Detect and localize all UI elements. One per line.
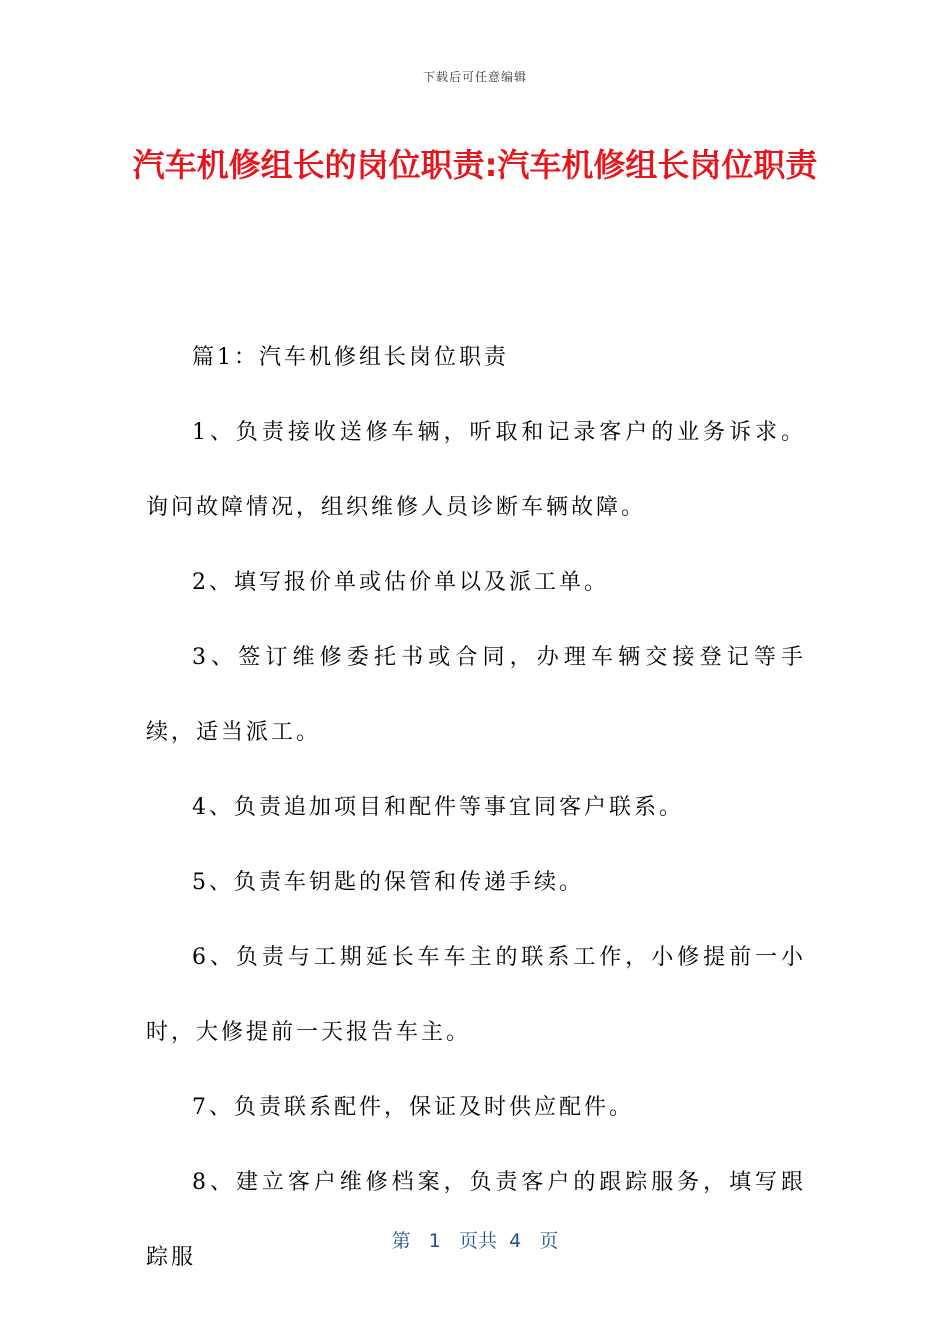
paragraph-item-5: 5、负责车钥匙的保管和传递手续。 <box>192 870 584 895</box>
document-title: 汽车机修组长的岗位职责:汽车机修组长岗位职责 <box>132 146 818 184</box>
paragraph-item-2: 2、填写报价单或估价单以及派工单。 <box>192 570 609 595</box>
paragraph-item-7: 7、负责联系配件，保证及时供应配件。 <box>192 1095 634 1120</box>
footer-label-of: 页共 <box>459 1230 498 1252</box>
document-body <box>146 320 806 1295</box>
page-footer <box>0 1226 950 1253</box>
paragraph-item-6: 6、负责与工期延长车车主的联系工作，小修提前一小时，大修提前一天报告车主。 <box>146 945 806 1045</box>
header-note: 下载后可任意编辑 <box>422 70 527 84</box>
footer-label-page: 第 <box>391 1230 411 1252</box>
paragraph-item-8: 8、建立客户维修档案，负责客户的跟踪服务，填写跟踪服 <box>146 1170 806 1270</box>
footer-label-end: 页 <box>539 1230 559 1252</box>
footer-current-page: 1 <box>428 1230 441 1252</box>
paragraph-item-4: 4、负责追加项目和配件等事宜同客户联系。 <box>192 795 684 820</box>
paragraph-section-heading: 篇1：汽车机修组长岗位职责 <box>192 345 509 370</box>
paragraph-item-1: 1、负责接收送修车辆，听取和记录客户的业务诉求。询问故障情况，组织维修人员诊断车辆故障。 <box>146 420 806 520</box>
footer-total-pages: 4 <box>509 1230 522 1252</box>
paragraph-item-3: 3、签订维修委托书或合同，办理车辆交接登记等手续，适当派工。 <box>146 645 806 745</box>
